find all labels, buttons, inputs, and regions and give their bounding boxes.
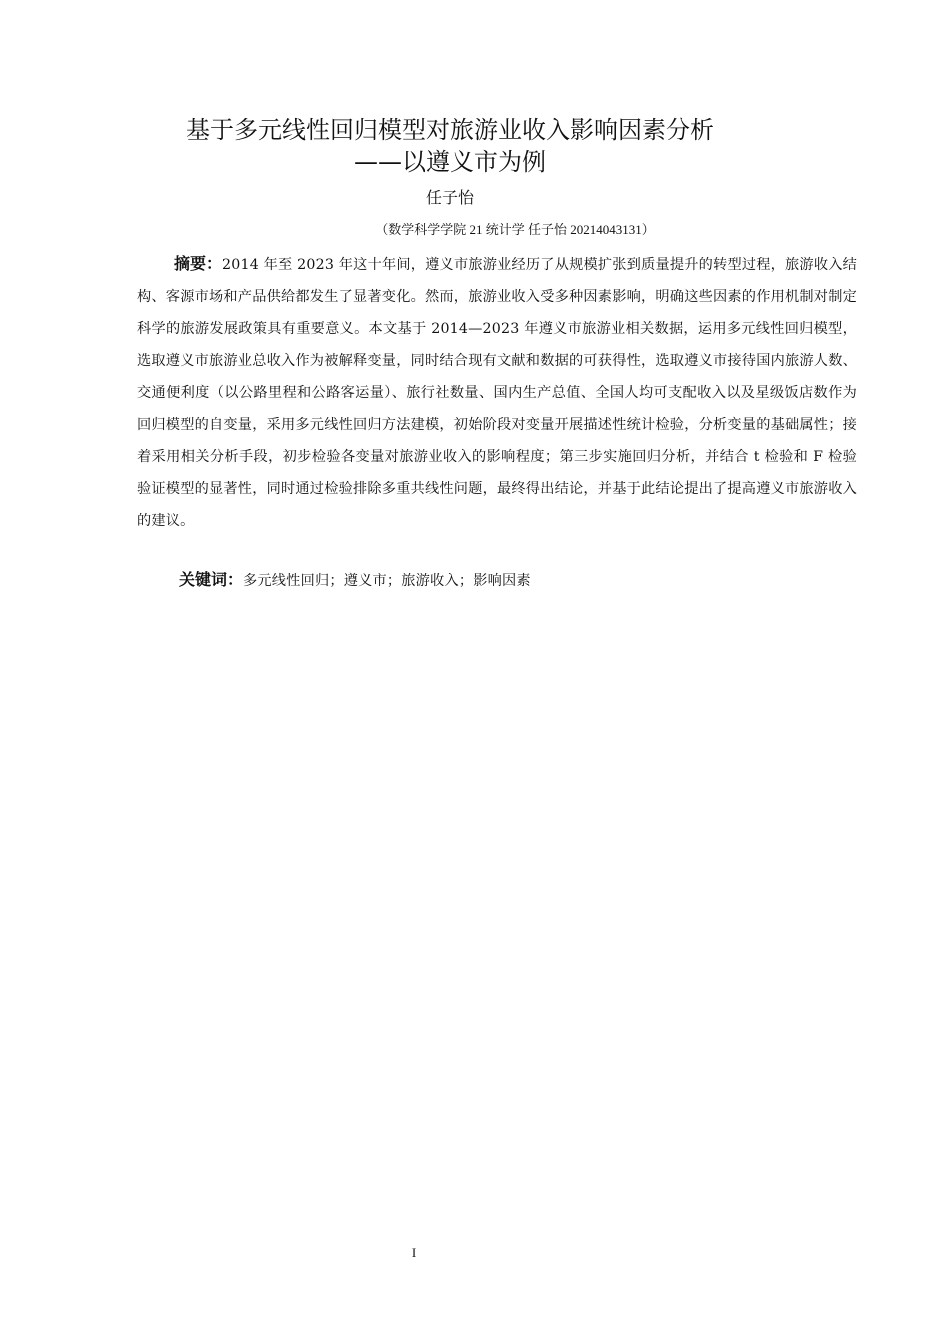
paper-subtitle: ——以遵义市为例 xyxy=(354,148,546,176)
paper-title: 基于多元线性回归模型对旅游业收入影响因素分析 xyxy=(186,116,714,144)
keywords-text: 多元线性回归；遵义市；旅游收入；影响因素 xyxy=(243,573,531,589)
abstract-text: 2014 年至 2023 年这十年间，遵义市旅游业经历了从规模扩张到质量提升的转型过程，旅游收入结构、客源市场和产品供给都发生了显著变化。然而，旅游业收入受多种因素影响，明确这些因素的作用机制对制定科学的旅游发展政策具有重要意义。本文基于 2014—2023 年遵义市旅游业相关数据，运用多元线性回归模型，选取遵义市旅游业总收入作为被解释变量，同时结合现有文献和数据的可获得性，选取遵义市接待国内旅游人数、交通便利度（以公路里程和公路客运量）、旅行社数量、国内生产总值、全国人均可支配收入以及星级饭店数作为回归模型的自变量，采用多元线性回归方法建模，初始阶段对变量开展描述性统计检验，分析变量的基础属性；接着采用相关分析手段，初步检验各变量对旅游业收入的影响程度；第三步实施回归分析，并结合 t 检验和 F 检验验证模型的显著性，同时通过检验排除多重共线性问题，最终得出结论，并基于此结论提出了提高遵义市旅游收入的建议。 xyxy=(137,257,857,529)
keywords-line xyxy=(137,564,857,597)
page-number: I xyxy=(411,1245,417,1260)
author-affiliation: （数学科学学院 21 统计学 任子怡 20214043131） xyxy=(375,222,655,237)
keywords-label: 关键词： xyxy=(179,570,244,589)
abstract-paragraph xyxy=(137,248,857,537)
author-name: 任子怡 xyxy=(425,188,474,207)
abstract-label: 摘要： xyxy=(174,254,223,273)
